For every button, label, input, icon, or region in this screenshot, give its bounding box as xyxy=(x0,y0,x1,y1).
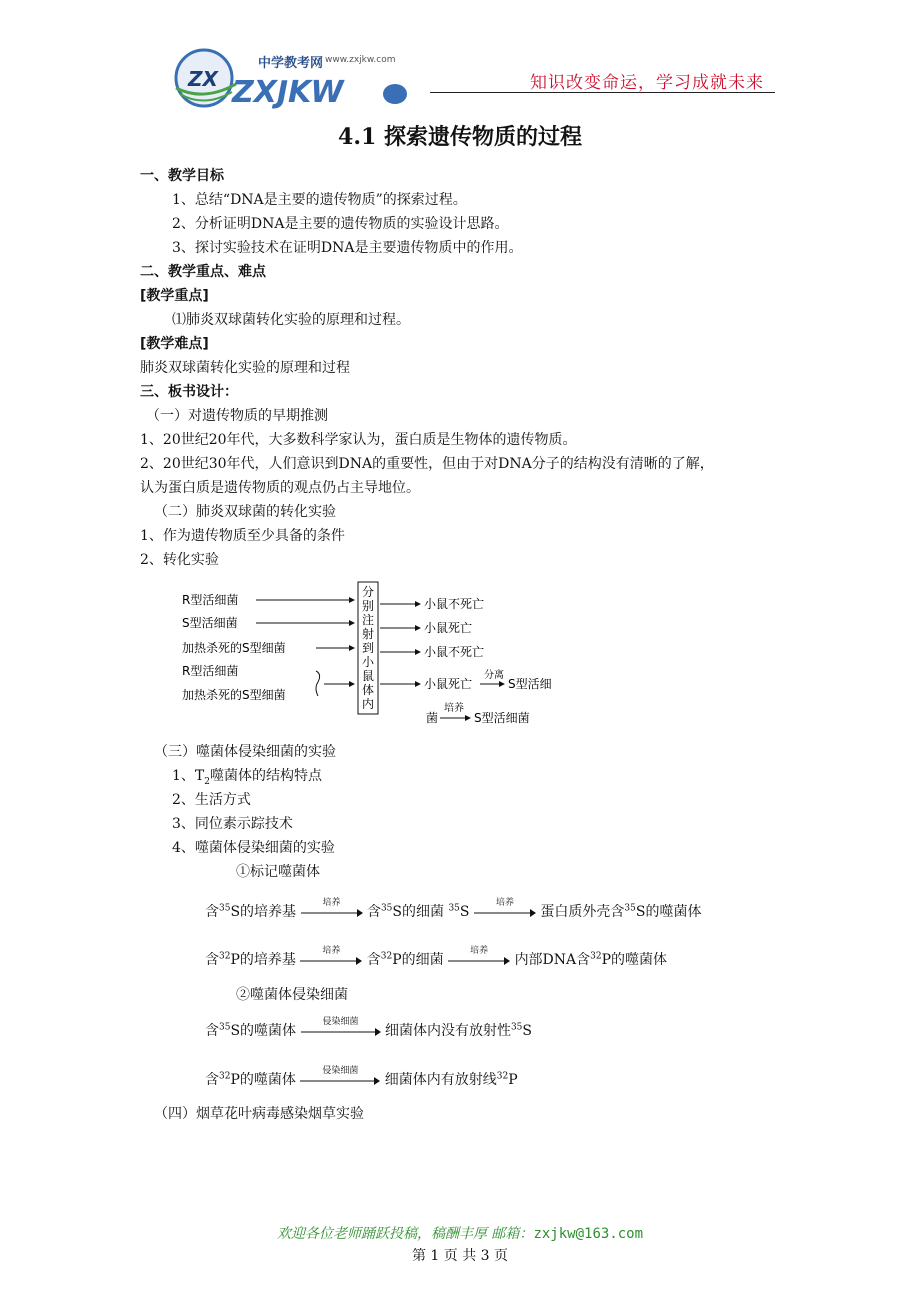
text-line: 1、作为遗传物质至少具备的条件 xyxy=(140,528,345,544)
svg-text:ZX: ZX xyxy=(188,67,218,91)
text-line: 1、$T_2$噬菌体的结构特点 xyxy=(172,768,322,787)
svg-text:ZXJKW: ZXJKW xyxy=(232,75,344,110)
text-line: 2、生活方式 xyxy=(172,792,251,808)
subheading: [教学重点] xyxy=(140,288,209,304)
svg-text:鼠: 鼠 xyxy=(362,669,375,683)
text-line: 2、转化实验 xyxy=(140,552,219,568)
diagram-bottom-start: 菌 xyxy=(426,711,439,725)
equation-line: 含$^{35}$S的噬菌体 侵染细菌 细菌体内没有放射性$^{35}$S xyxy=(205,1017,532,1039)
arrow-icon: 培养 xyxy=(300,952,362,968)
diagram-left-item: 加热杀死的S型细菌 xyxy=(182,688,286,702)
diagram-result: 小鼠不死亡 xyxy=(424,645,485,659)
svg-text:注: 注 xyxy=(362,613,375,627)
transformation-diagram xyxy=(180,578,580,738)
svg-text:内: 内 xyxy=(362,697,375,711)
page-title: 4.1 探索遗传物质的过程 xyxy=(338,124,582,150)
text-line: （一）对遗传物质的早期推测 xyxy=(146,408,328,424)
section-heading: 三、板书设计： xyxy=(140,384,238,400)
diagram-left-item: R型活细菌 xyxy=(182,664,239,678)
diagram-result: 小鼠死亡 xyxy=(424,621,473,635)
diagram-arrow-label: 培养 xyxy=(444,703,464,714)
arrow-icon: 培养 xyxy=(301,904,363,920)
text-line: 2、分析证明DNA是主要的遗传物质的实验设计思路。 xyxy=(172,216,509,232)
text-line: ⑴肺炎双球菌转化实验的原理和过程。 xyxy=(172,312,410,328)
arrow-icon: 侵染细菌 xyxy=(300,1072,380,1088)
arrow-icon: 培养 xyxy=(448,952,510,968)
arrow-icon: 侵染细菌 xyxy=(301,1023,381,1039)
section-heading: 一、教学目标 xyxy=(140,168,224,184)
svg-text:别: 别 xyxy=(362,599,375,613)
footer-note: 欢迎各位老师踊跃投稿，稿酬丰厚 邮箱：zxjkw@163.com xyxy=(276,1226,644,1242)
page-number: 第 1 页 共 3 页 xyxy=(411,1248,509,1264)
svg-text:到: 到 xyxy=(362,641,375,655)
text-line: 1、总结“DNA是主要的遗传物质”的探索过程。 xyxy=(172,192,467,208)
header-rule xyxy=(430,92,775,93)
section-heading: 二、教学重点、难点 xyxy=(140,264,266,280)
text-line: ①标记噬菌体 xyxy=(236,864,320,880)
diagram-left-item: R型活细菌 xyxy=(182,593,239,607)
svg-text:分: 分 xyxy=(362,585,375,599)
svg-text:小: 小 xyxy=(362,655,375,669)
site-url: www.zxjkw.com xyxy=(325,55,396,65)
diagram-result: 小鼠死亡 xyxy=(424,677,473,691)
diagram-left-item: S型活细菌 xyxy=(182,616,238,630)
subheading: [教学难点] xyxy=(140,336,209,352)
diagram-arrow-label: 分离 xyxy=(484,670,504,681)
text-line: （三）噬菌体侵染细菌的实验 xyxy=(154,744,336,760)
diagram-result: 小鼠不死亡 xyxy=(424,597,485,611)
equation-line: 含$^{32}$P的噬菌体 侵染细菌 细菌体内有放射线$^{32}$P xyxy=(205,1066,518,1088)
text-line: 3、探讨实验技术在证明DNA是主要遗传物质中的作用。 xyxy=(172,240,523,256)
diagram-box-text xyxy=(362,584,375,711)
site-name: 中学教考网 xyxy=(258,56,324,71)
diagram-left-item: 加热杀死的S型细菌 xyxy=(182,641,286,655)
diagram-sep-result: S型活细 xyxy=(508,677,552,691)
arrow-icon: 培养 xyxy=(474,904,536,920)
text-line: 认为蛋白质是遗传物质的观点仍占主导地位。 xyxy=(140,480,420,496)
equation-line: 含$^{32}$P的培养基 培养 含$^{32}$P的细菌 培养 内部DNA含$^{32}$P的噬菌体 xyxy=(205,946,668,968)
text-line: 2、20世纪30年代，人们意识到DNA的重要性，但由于对DNA分子的结构没有清晰的了解， xyxy=(140,456,714,472)
text-line: 肺炎双球菌转化实验的原理和过程 xyxy=(140,360,350,376)
svg-text:射: 射 xyxy=(362,627,375,641)
text-line: 4、噬菌体侵染细菌的实验 xyxy=(172,840,335,856)
svg-text:体: 体 xyxy=(362,683,375,697)
text-line: ②噬菌体侵染细菌 xyxy=(236,987,348,1003)
text-line: 3、同位素示踪技术 xyxy=(172,816,293,832)
header-slogan: 知识改变命运，学习成就未来 xyxy=(530,73,764,93)
footer-email[interactable]: zxjkw@163.com xyxy=(533,1226,644,1242)
equation-line: 含$^{35}$S的培养基 培养 含$^{35}$S的细菌 $^{35}$S 培养 蛋白质外壳含$^{35}$S的噬菌体 xyxy=(205,898,702,920)
diagram-bottom-result: S型活细菌 xyxy=(474,711,530,725)
text-line: 1、20世纪20年代，大多数科学家认为，蛋白质是生物体的遗传物质。 xyxy=(140,432,577,448)
text-line: （四）烟草花叶病毒感染烟草实验 xyxy=(154,1106,364,1122)
text-line: （二）肺炎双球菌的转化实验 xyxy=(154,504,336,520)
